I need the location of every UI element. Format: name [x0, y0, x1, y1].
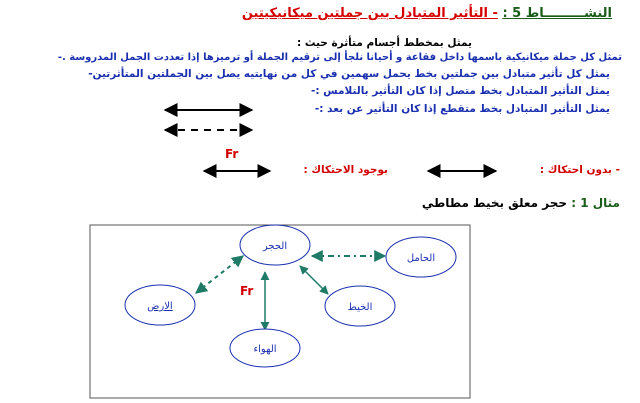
intro-text: يمثل بمخطط أجسام متأثرة حيث : [297, 37, 472, 49]
bullet-4: يمثل التأثير المتبادل بخط متقطع إذا كان التأثير عن بعد :- [314, 103, 610, 115]
diagram-force-label: Fr [240, 284, 254, 298]
node-thread-label: الخيط [347, 302, 373, 313]
example-text: حجر معلق بخيط مطاطي [421, 196, 568, 210]
bullet-3: يمثل التأثير المتبادل بخط متصل إذا كان التأثير بالتلامس :- [310, 85, 610, 97]
bullet-3-text: يمثل التأثير المتبادل بخط متصل إذا كان التأثير بالتلامس : [315, 85, 610, 97]
activity-title: - التأثير المتبادل بين جملتين ميكانيكيتين [241, 6, 498, 21]
node-stone-label: الحجر [262, 241, 288, 252]
node-holder-label: الحامل [406, 253, 436, 264]
friction-without-label: - بدون احتكاك : [539, 164, 620, 176]
bullet-1: تمثل كل جملة ميكانيكية باسمها داخل فقاعة و أحيانا نلجأ إلى ترقيم الجملة أو ترميزها إذا تعددت الجمل المدروسة .- [57, 52, 622, 63]
friction-with-label: بوجود الاحتكاك : [303, 164, 388, 176]
example-label: مثال 1 : [571, 196, 620, 210]
bullet-2-text: يمثل كل تأثير متبادل بين جملتين بخط يحمل سهمين في كل من نهايتيه يصل بين الجملتين المتأثرتين [92, 68, 610, 80]
bullet-1-text: تمثل كل جملة ميكانيكية باسمها داخل فقاعة و أحيانا نلجأ إلى ترقيم الجملة أو ترميزها إذا تعددت الجمل المدروسة . [61, 52, 622, 63]
node-earth-label: الارض [147, 301, 173, 312]
activity-label: النشـــــــــاط 5 : [502, 6, 612, 21]
node-air-label: الهواء [253, 344, 277, 355]
stone-earth-link [196, 256, 243, 293]
bullet-2: يمثل كل تأثير متبادل بين جملتين بخط يحمل سهمين في كل من نهايتيه يصل بين الجملتين المتأثرتين- [88, 68, 610, 80]
bullet-4-text: يمثل التأثير المتبادل بخط متقطع إذا كان التأثير عن بعد : [319, 103, 610, 115]
friction-force-label: Fr [225, 147, 239, 161]
stone-thread-link [300, 266, 328, 294]
